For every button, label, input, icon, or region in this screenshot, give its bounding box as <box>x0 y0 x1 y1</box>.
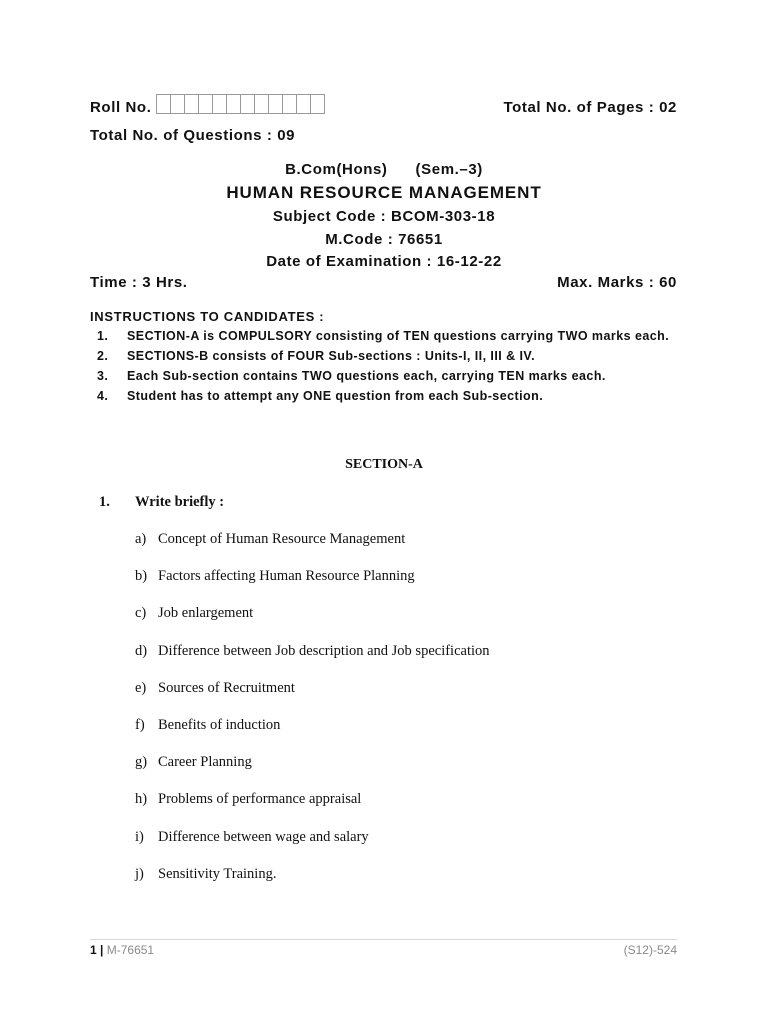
roll-number-box <box>198 94 213 114</box>
instruction-number: 4. <box>97 389 109 403</box>
part-text: Factors affecting Human Resource Planning <box>158 568 415 585</box>
question-part <box>135 754 490 791</box>
part-label: f) <box>135 716 145 733</box>
instruction-number: 2. <box>97 349 109 363</box>
subject-title: HUMAN RESOURCE MANAGEMENT <box>226 183 542 202</box>
roll-number-boxes <box>157 94 325 114</box>
part-label: c) <box>135 605 147 622</box>
part-label: h) <box>135 791 148 808</box>
roll-number-box <box>226 94 241 114</box>
question-part <box>135 568 490 605</box>
question-part <box>135 866 490 903</box>
roll-number-box <box>156 94 171 114</box>
instructions-list <box>97 329 677 409</box>
instruction-number: 3. <box>97 369 109 383</box>
m-code: M.Code : 76651 <box>325 231 443 248</box>
section-a-title: SECTION-A <box>345 457 423 472</box>
part-label: e) <box>135 679 147 696</box>
roll-number-box <box>282 94 297 114</box>
roll-number-field <box>90 96 325 116</box>
part-text: Difference between Job description and Job specification <box>158 642 490 659</box>
question-1 <box>99 494 224 511</box>
roll-number-box <box>170 94 185 114</box>
program-name: B.Com(Hons) <box>285 161 388 178</box>
part-label: i) <box>135 828 144 845</box>
footer-divider <box>90 939 677 940</box>
part-label: d) <box>135 642 148 659</box>
footer-separator: | <box>100 943 104 957</box>
doc-code: M-76651 <box>106 943 155 957</box>
question-prompt: Write briefly : <box>135 494 225 510</box>
question-number: 1. <box>99 494 110 510</box>
exam-date: Date of Examination : 16-12-22 <box>266 253 502 270</box>
instruction-text: Student has to attempt any ONE question from each Sub-section. <box>127 389 544 403</box>
instruction-item <box>97 369 677 384</box>
instruction-item <box>97 389 677 404</box>
roll-number-label: Roll No. <box>90 99 152 116</box>
part-label: b) <box>135 568 148 585</box>
roll-number-box <box>268 94 283 114</box>
part-text: Benefits of induction <box>158 716 281 733</box>
question-part <box>135 829 490 866</box>
question-part <box>135 717 490 754</box>
instructions-title: INSTRUCTIONS TO CANDIDATES : <box>90 309 325 324</box>
part-text: Difference between wage and salary <box>158 828 369 845</box>
instruction-item <box>97 349 677 364</box>
total-questions: Total No. of Questions : 09 <box>90 127 296 144</box>
instruction-text: SECTIONS-B consists of FOUR Sub-sections : Units-I, II, III & IV. <box>127 349 535 363</box>
part-text: Job enlargement <box>158 605 254 622</box>
subject-code: Subject Code : BCOM-303-18 <box>272 208 496 225</box>
roll-number-box <box>184 94 199 114</box>
part-text: Problems of performance appraisal <box>158 791 362 808</box>
print-code: (S12)-524 <box>623 943 677 957</box>
part-text: Career Planning <box>158 754 252 771</box>
roll-number-box <box>212 94 227 114</box>
course-line <box>0 161 768 178</box>
instruction-item <box>97 329 677 344</box>
part-label: g) <box>135 754 148 771</box>
roll-number-row <box>90 96 677 116</box>
instruction-text: SECTION-A is COMPULSORY consisting of TEN questions carrying TWO marks each. <box>127 329 670 343</box>
page-footer <box>90 943 677 957</box>
roll-number-box <box>240 94 255 114</box>
roll-number-box <box>296 94 311 114</box>
roll-number-box <box>254 94 269 114</box>
part-label: a) <box>135 531 147 547</box>
time-marks-row <box>90 274 677 291</box>
part-text: Sources of Recruitment <box>158 679 295 696</box>
instruction-text: Each Sub-section contains TWO questions each, carrying TEN marks each. <box>127 369 606 383</box>
page-number: 1 <box>90 943 97 957</box>
question-part <box>135 791 490 828</box>
time-allowed: Time : 3 Hrs. <box>90 274 188 291</box>
instruction-number: 1. <box>97 329 109 343</box>
question-parts-list <box>135 531 490 903</box>
part-label: j) <box>135 865 144 882</box>
question-part <box>135 643 490 680</box>
question-part <box>135 680 490 717</box>
question-part <box>135 531 490 568</box>
part-text: Concept of Human Resource Management <box>158 531 406 547</box>
total-questions-row <box>90 127 677 144</box>
semester: (Sem.–3) <box>415 161 483 178</box>
question-part <box>135 605 490 642</box>
max-marks: Max. Marks : 60 <box>557 274 677 291</box>
roll-number-box <box>310 94 325 114</box>
part-text: Sensitivity Training. <box>158 865 277 882</box>
total-pages: Total No. of Pages : 02 <box>503 99 677 116</box>
footer-left <box>90 943 154 957</box>
